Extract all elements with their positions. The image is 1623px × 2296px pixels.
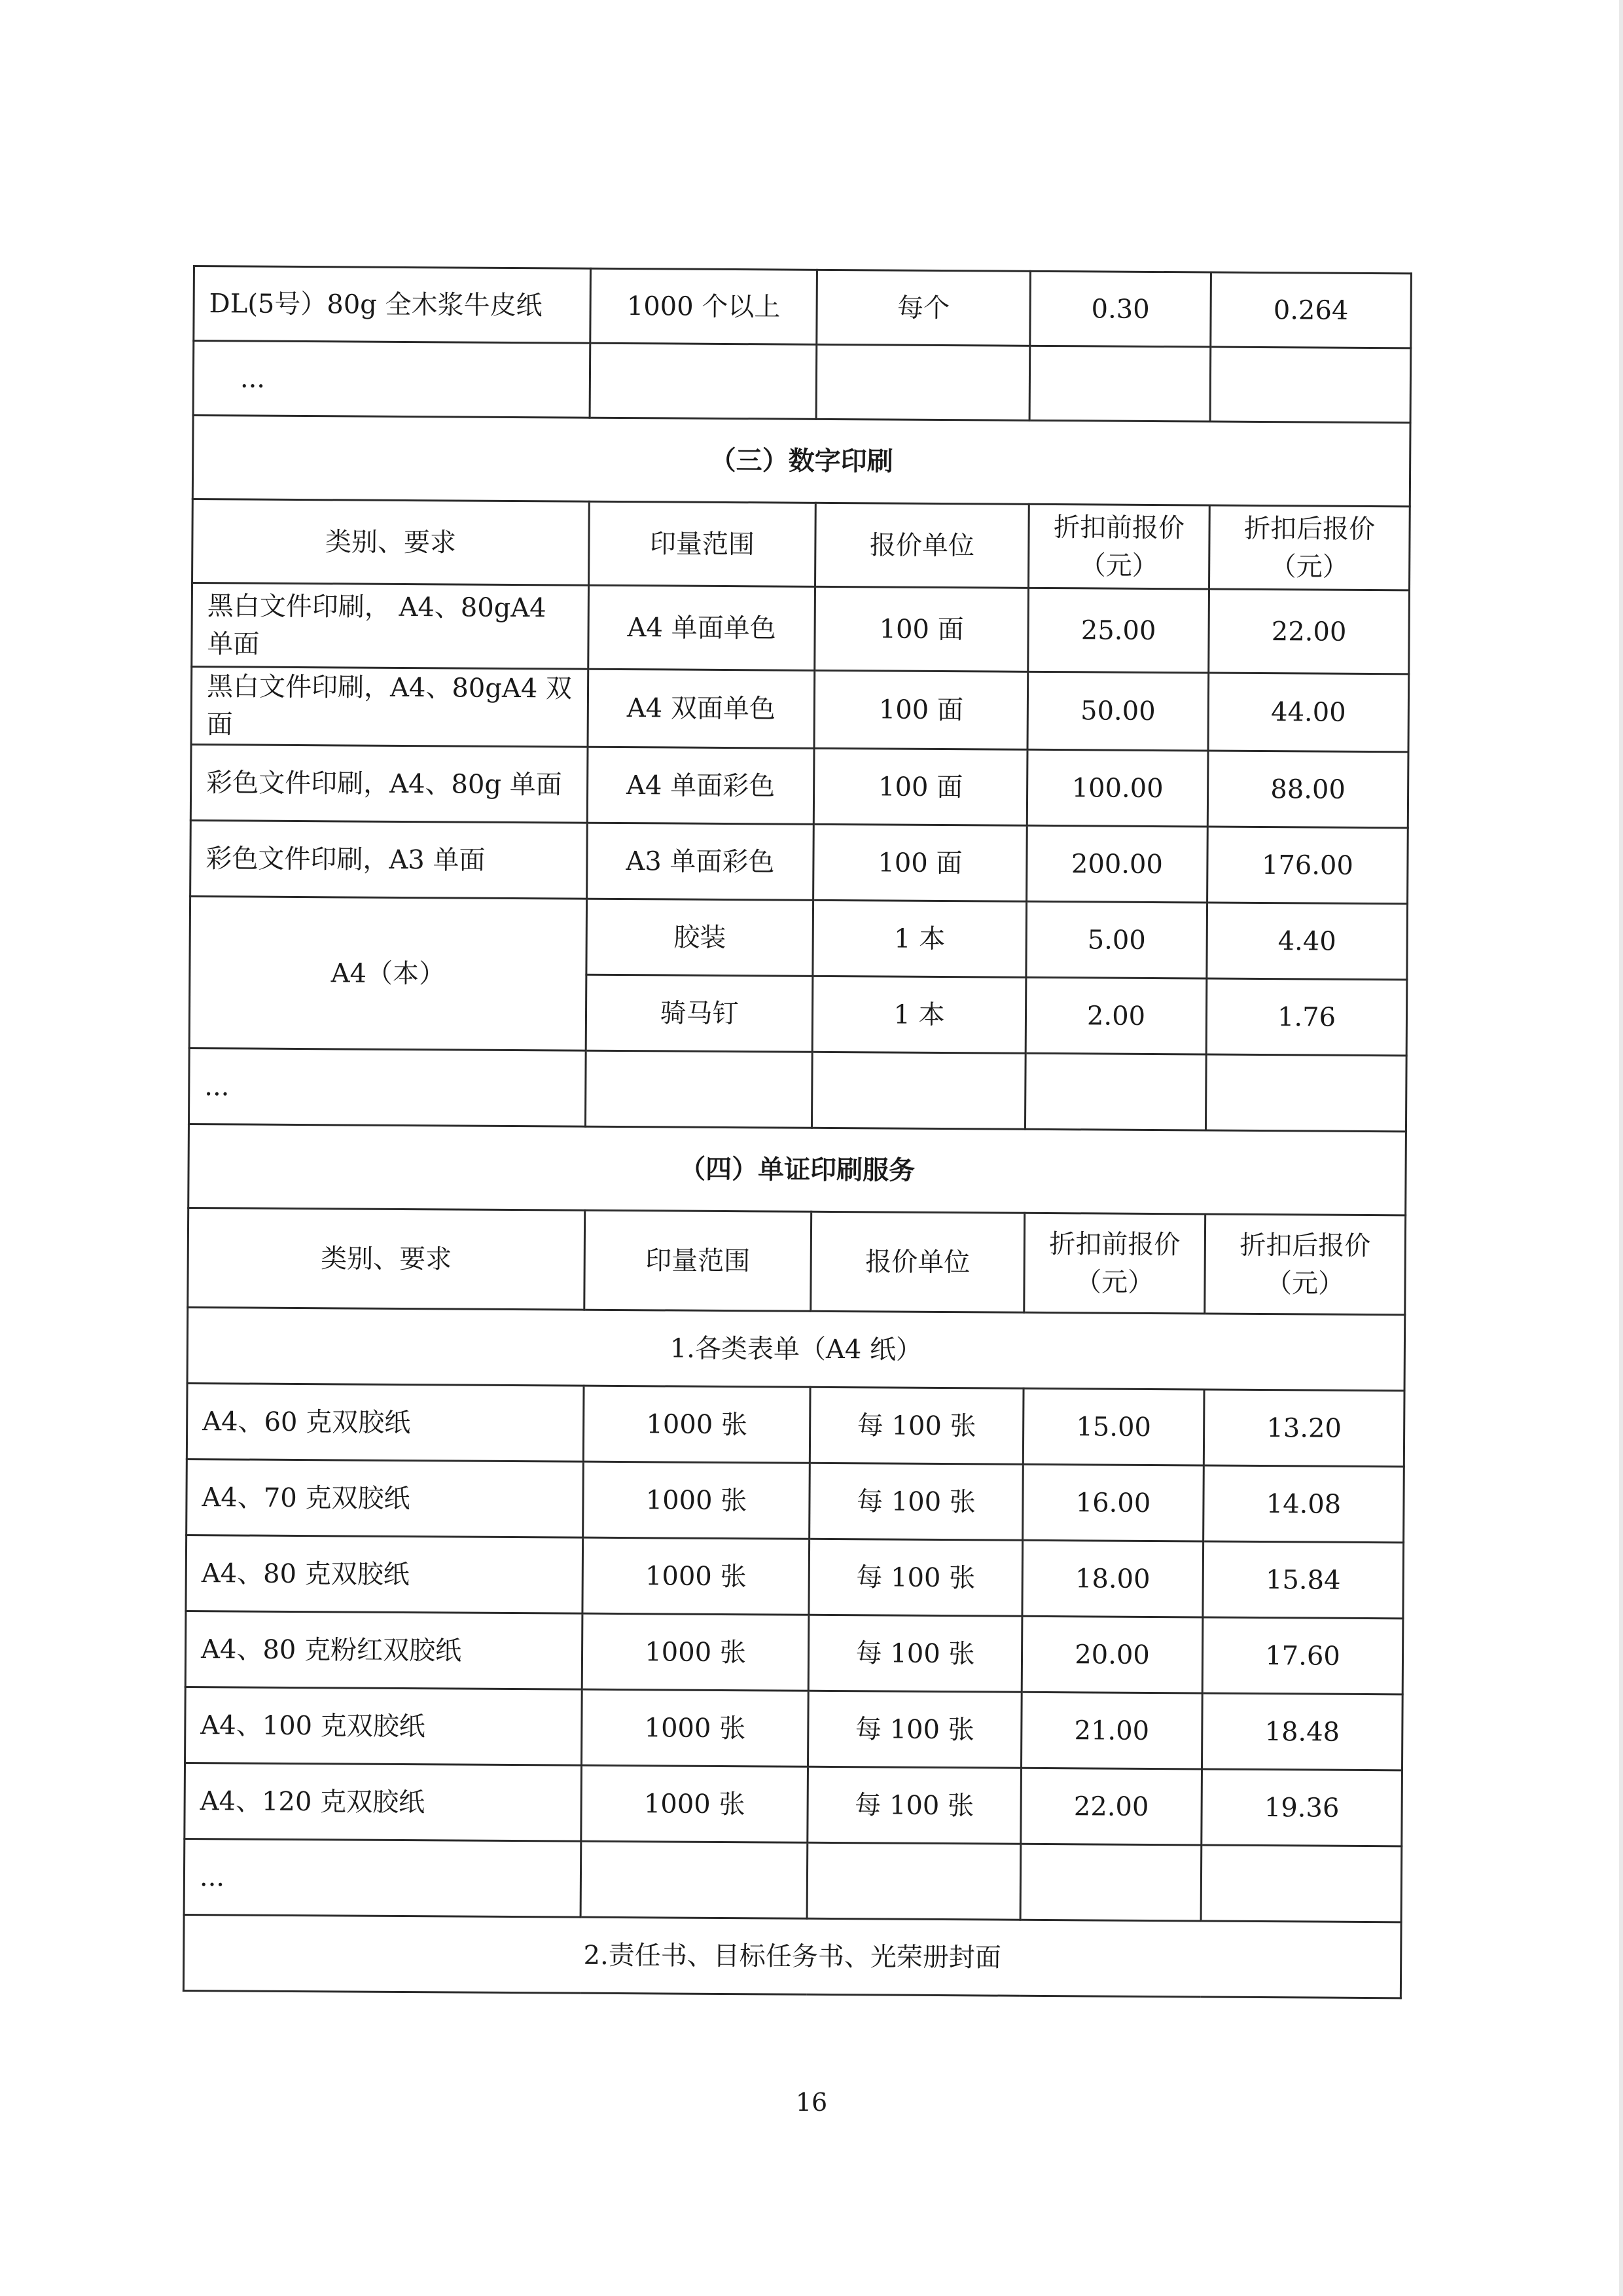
header-item: 类别、要求 (192, 499, 590, 586)
header-price-after: 折扣后报价（元） (1205, 1214, 1406, 1315)
table-row (188, 1048, 1406, 1131)
table-row (185, 1687, 1403, 1770)
header-row (188, 1208, 1406, 1314)
unit-cell: 1 本 (813, 900, 1027, 977)
price-before-cell: 22.00 (1021, 1768, 1202, 1845)
price-before-cell: 2.00 (1026, 977, 1207, 1054)
header-unit: 报价单位 (811, 1211, 1025, 1312)
merged-item-cell: A4（本） (189, 896, 586, 1050)
unit-cell: 每 100 张 (809, 1539, 1023, 1616)
price-after-cell: 0.264 (1211, 272, 1412, 348)
ellipsis-cell: ... (193, 341, 590, 418)
unit-cell: 100 面 (814, 670, 1028, 749)
unit-cell (816, 344, 1030, 420)
item-cell: 彩色文件印刷，A4、80g 单面 (190, 744, 588, 823)
unit-cell: 每 100 张 (810, 1387, 1024, 1464)
price-before-cell: 21.00 (1021, 1692, 1202, 1769)
table-row (193, 341, 1411, 423)
section-title-row (188, 1124, 1406, 1215)
subheading-row (183, 1914, 1401, 1998)
table-row (184, 1839, 1402, 1922)
price-after-cell (1210, 347, 1411, 423)
item-cell: A4、100 克双胶纸 (185, 1687, 582, 1765)
price-after-cell: 4.40 (1207, 903, 1408, 980)
empty-cell (580, 1841, 808, 1918)
subheading-row (187, 1307, 1405, 1390)
header-range: 印量范围 (589, 501, 816, 586)
ellipsis-cell: ... (184, 1839, 581, 1917)
price-table-container (183, 265, 1410, 1999)
table-row (192, 583, 1410, 674)
range-cell: 1000 张 (582, 1613, 809, 1691)
range-cell: 1000 张 (582, 1537, 810, 1615)
price-before-cell: 16.00 (1023, 1464, 1204, 1541)
table-row (191, 666, 1409, 751)
price-after-cell: 88.00 (1207, 751, 1408, 828)
range-cell: 1000 张 (583, 1462, 810, 1539)
table-row (190, 896, 1408, 979)
range-cell: A4 单面彩色 (587, 747, 814, 824)
price-after-cell: 22.00 (1209, 589, 1410, 674)
item-cell: A4、80 克双胶纸 (186, 1535, 583, 1613)
price-before-cell: 5.00 (1026, 901, 1207, 978)
range-cell: 1000 个以上 (590, 268, 817, 344)
empty-cell (1025, 1053, 1206, 1130)
range-cell (590, 343, 817, 419)
empty-cell (585, 1050, 812, 1128)
unit-cell: 每 100 张 (808, 1767, 1022, 1844)
range-cell: A3 单面彩色 (587, 823, 814, 900)
table-row (187, 1383, 1404, 1466)
header-price-before: 折扣前报价（元） (1024, 1213, 1205, 1314)
unit-cell: 每 100 张 (808, 1691, 1022, 1768)
header-item: 类别、要求 (188, 1208, 585, 1310)
empty-cell (1201, 1845, 1402, 1922)
header-price-before: 折扣前报价（元） (1029, 504, 1210, 589)
range-cell: 1000 张 (582, 1689, 809, 1767)
price-after-cell: 13.20 (1204, 1390, 1404, 1467)
unit-cell: 1 本 (812, 976, 1026, 1053)
price-after-cell: 17.60 (1202, 1617, 1403, 1695)
range-cell: A4 单面单色 (588, 585, 815, 670)
price-after-cell: 1.76 (1206, 978, 1407, 1056)
item-cell: A4、80 克粉红双胶纸 (185, 1611, 582, 1689)
table-row (185, 1763, 1402, 1846)
price-after-cell: 14.08 (1204, 1465, 1404, 1543)
item-cell: A4、60 克双胶纸 (187, 1383, 584, 1462)
unit-cell: 每 100 张 (810, 1463, 1024, 1540)
price-after-cell: 176.00 (1207, 827, 1408, 904)
range-cell: A4 双面单色 (588, 669, 815, 748)
unit-cell: 100 面 (813, 748, 1027, 825)
table-row (190, 744, 1408, 827)
page-number: 16 (795, 2088, 828, 2117)
item-cell: 黑白文件印刷， A4、80gA4 单面 (192, 583, 589, 670)
price-after-cell: 18.48 (1202, 1693, 1402, 1770)
price-before-cell: 25.00 (1028, 588, 1209, 673)
section-title: （三）数字印刷 (192, 416, 1410, 507)
item-cell: A4、120 克双胶纸 (185, 1763, 582, 1841)
price-before-cell: 20.00 (1022, 1616, 1203, 1693)
price-before-cell: 200.00 (1027, 825, 1208, 903)
table-row (190, 820, 1408, 903)
price-before-cell: 0.30 (1030, 271, 1211, 347)
header-price-after: 折扣后报价（元） (1209, 505, 1410, 590)
empty-cell (807, 1842, 1021, 1920)
section-title: （四）单证印刷服务 (188, 1124, 1406, 1215)
price-after-cell: 44.00 (1208, 673, 1409, 752)
range-cell: 胶装 (586, 899, 813, 976)
price-before-cell: 15.00 (1023, 1388, 1204, 1465)
scan-edge (1619, 0, 1623, 2296)
price-before-cell: 100.00 (1027, 749, 1208, 827)
unit-cell: 每个 (817, 270, 1031, 346)
item-cell: DL(5号）80g 全木浆牛皮纸 (194, 266, 591, 344)
empty-cell (812, 1052, 1026, 1129)
section-title-row (192, 416, 1410, 507)
price-table (183, 265, 1412, 1999)
price-before-cell (1029, 346, 1211, 422)
table-row (186, 1535, 1404, 1618)
unit-cell: 100 面 (815, 586, 1029, 672)
table-row (187, 1459, 1404, 1542)
empty-cell (1205, 1054, 1406, 1132)
range-cell: 1000 张 (581, 1765, 808, 1842)
item-cell: 彩色文件印刷，A3 单面 (190, 820, 588, 899)
item-cell: A4、70 克双胶纸 (187, 1459, 584, 1537)
empty-cell (1020, 1844, 1202, 1921)
range-cell: 1000 张 (583, 1386, 810, 1463)
unit-cell: 100 面 (813, 824, 1027, 901)
subheading: 2.责任书、目标任务书、光荣册封面 (183, 1914, 1401, 1998)
ellipsis-cell: ... (188, 1048, 586, 1126)
price-before-cell: 50.00 (1027, 672, 1209, 751)
price-after-cell: 15.84 (1203, 1541, 1404, 1619)
item-cell: 黑白文件印刷，A4、80gA4 双面 (191, 666, 588, 747)
header-unit: 报价单位 (815, 503, 1029, 588)
header-range: 印量范围 (584, 1210, 812, 1311)
header-row (192, 499, 1410, 590)
range-cell: 骑马钉 (586, 975, 813, 1052)
price-before-cell: 18.00 (1022, 1540, 1204, 1617)
subheading: 1.各类表单（A4 纸） (187, 1307, 1405, 1390)
table-row (194, 266, 1412, 348)
unit-cell: 每 100 张 (808, 1615, 1022, 1692)
table-row (185, 1611, 1403, 1694)
price-after-cell: 19.36 (1202, 1769, 1402, 1846)
